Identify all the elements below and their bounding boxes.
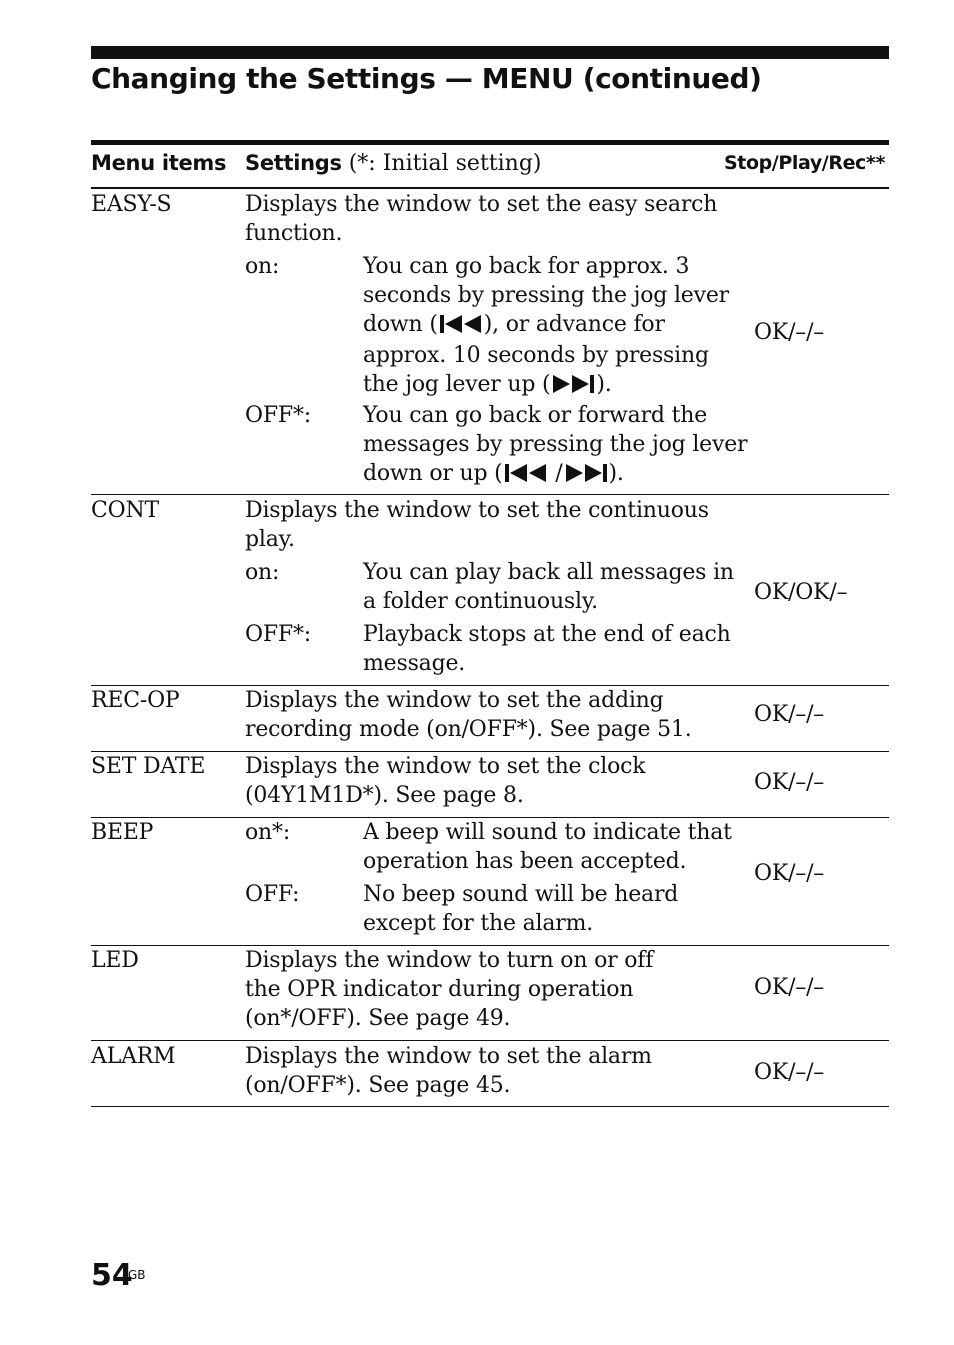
status-value: OK/–/– xyxy=(754,861,825,886)
header-menu-items: Menu items xyxy=(91,151,227,175)
table-row-beep xyxy=(91,818,889,946)
status-value: OK/OK/– xyxy=(754,580,848,605)
option-text-part: You can go back or forward the messages by pressing the jog lever down or up ( xyxy=(363,403,748,486)
header-settings xyxy=(245,146,542,186)
header-settings-label: Settings xyxy=(245,151,342,175)
option-text: You can play back all messages in a folder continuously. xyxy=(363,560,734,614)
skip-back-icon xyxy=(438,312,484,341)
menu-item-name: SET DATE xyxy=(91,754,206,779)
table-row-easy-s xyxy=(91,190,889,495)
option-text: A beep will sound to indicate that operation has been accepted. xyxy=(363,820,732,874)
setting-description: Displays the window to turn on or off the OPR indicator during operation (on*/OFF). See page 49. xyxy=(245,948,654,1031)
table-row-led xyxy=(91,946,889,1041)
status-value: OK/–/– xyxy=(754,1060,825,1085)
skip-forward-icon xyxy=(563,461,609,490)
menu-item-name: CONT xyxy=(91,498,159,523)
option-label: OFF: xyxy=(245,882,300,907)
option-text-part: ), or advance for approx. 10 seconds by pressing the jog lever up ( xyxy=(363,312,709,397)
table-row-alarm xyxy=(91,1042,889,1107)
skip-forward-icon xyxy=(550,372,596,401)
option-text: Playback stops at the end of each message. xyxy=(363,622,731,676)
status-value: OK/–/– xyxy=(754,320,825,345)
menu-item-name: ALARM xyxy=(91,1044,176,1069)
row-divider xyxy=(91,1040,889,1042)
option-label: on*: xyxy=(245,820,291,845)
table-row-cont xyxy=(91,496,889,686)
option-text-part: ). xyxy=(596,372,612,397)
status-value: OK/–/– xyxy=(754,770,825,795)
option-text xyxy=(363,401,748,490)
setting-description: Displays the window to set the alarm (on/OFF*). See page 45. xyxy=(245,1044,652,1098)
option-label: on: xyxy=(245,254,280,279)
option-label: on: xyxy=(245,560,280,585)
option-text: No beep sound will be heard except for the alarm. xyxy=(363,882,679,936)
option-text-part: You can go back for approx. 3 seconds by pressing the jog lever down ( xyxy=(363,254,729,337)
option-label: OFF*: xyxy=(245,403,311,428)
header-rule xyxy=(91,187,889,189)
setting-description: Displays the window to set the continuous play. xyxy=(245,498,709,552)
page-number-suffix: GB xyxy=(128,1268,146,1282)
header-status: Stop/Play/Rec** xyxy=(723,152,885,174)
page-number: 54 xyxy=(91,1258,133,1293)
option-label: OFF*: xyxy=(245,622,311,647)
table-top-rule xyxy=(91,140,889,145)
status-value: OK/–/– xyxy=(754,975,825,1000)
menu-item-name: LED xyxy=(91,948,139,973)
menu-item-name: BEEP xyxy=(91,820,154,845)
header-settings-note: (*: Initial setting) xyxy=(341,151,542,176)
setting-description: Displays the window to set the clock (04Y1M1D*). See page 8. xyxy=(245,754,646,808)
title-rule xyxy=(91,46,889,59)
option-text-part: ). xyxy=(608,461,624,486)
setting-description: Displays the window to set the easy search function. xyxy=(245,192,718,246)
row-divider xyxy=(91,494,889,496)
menu-item-name: EASY-S xyxy=(91,192,172,217)
row-divider xyxy=(91,1106,889,1108)
option-text xyxy=(363,252,748,401)
menu-item-name: REC-OP xyxy=(91,688,180,713)
option-text-part: / xyxy=(548,461,563,486)
setting-description: Displays the window to set the adding recording mode (on/OFF*). See page 51. xyxy=(245,688,692,742)
skip-back-icon xyxy=(503,461,549,490)
table-row-set-date xyxy=(91,752,889,818)
status-value: OK/–/– xyxy=(754,702,825,727)
table-row-rec-op xyxy=(91,686,889,752)
page-title: Changing the Settings — MENU (continued) xyxy=(91,62,762,95)
